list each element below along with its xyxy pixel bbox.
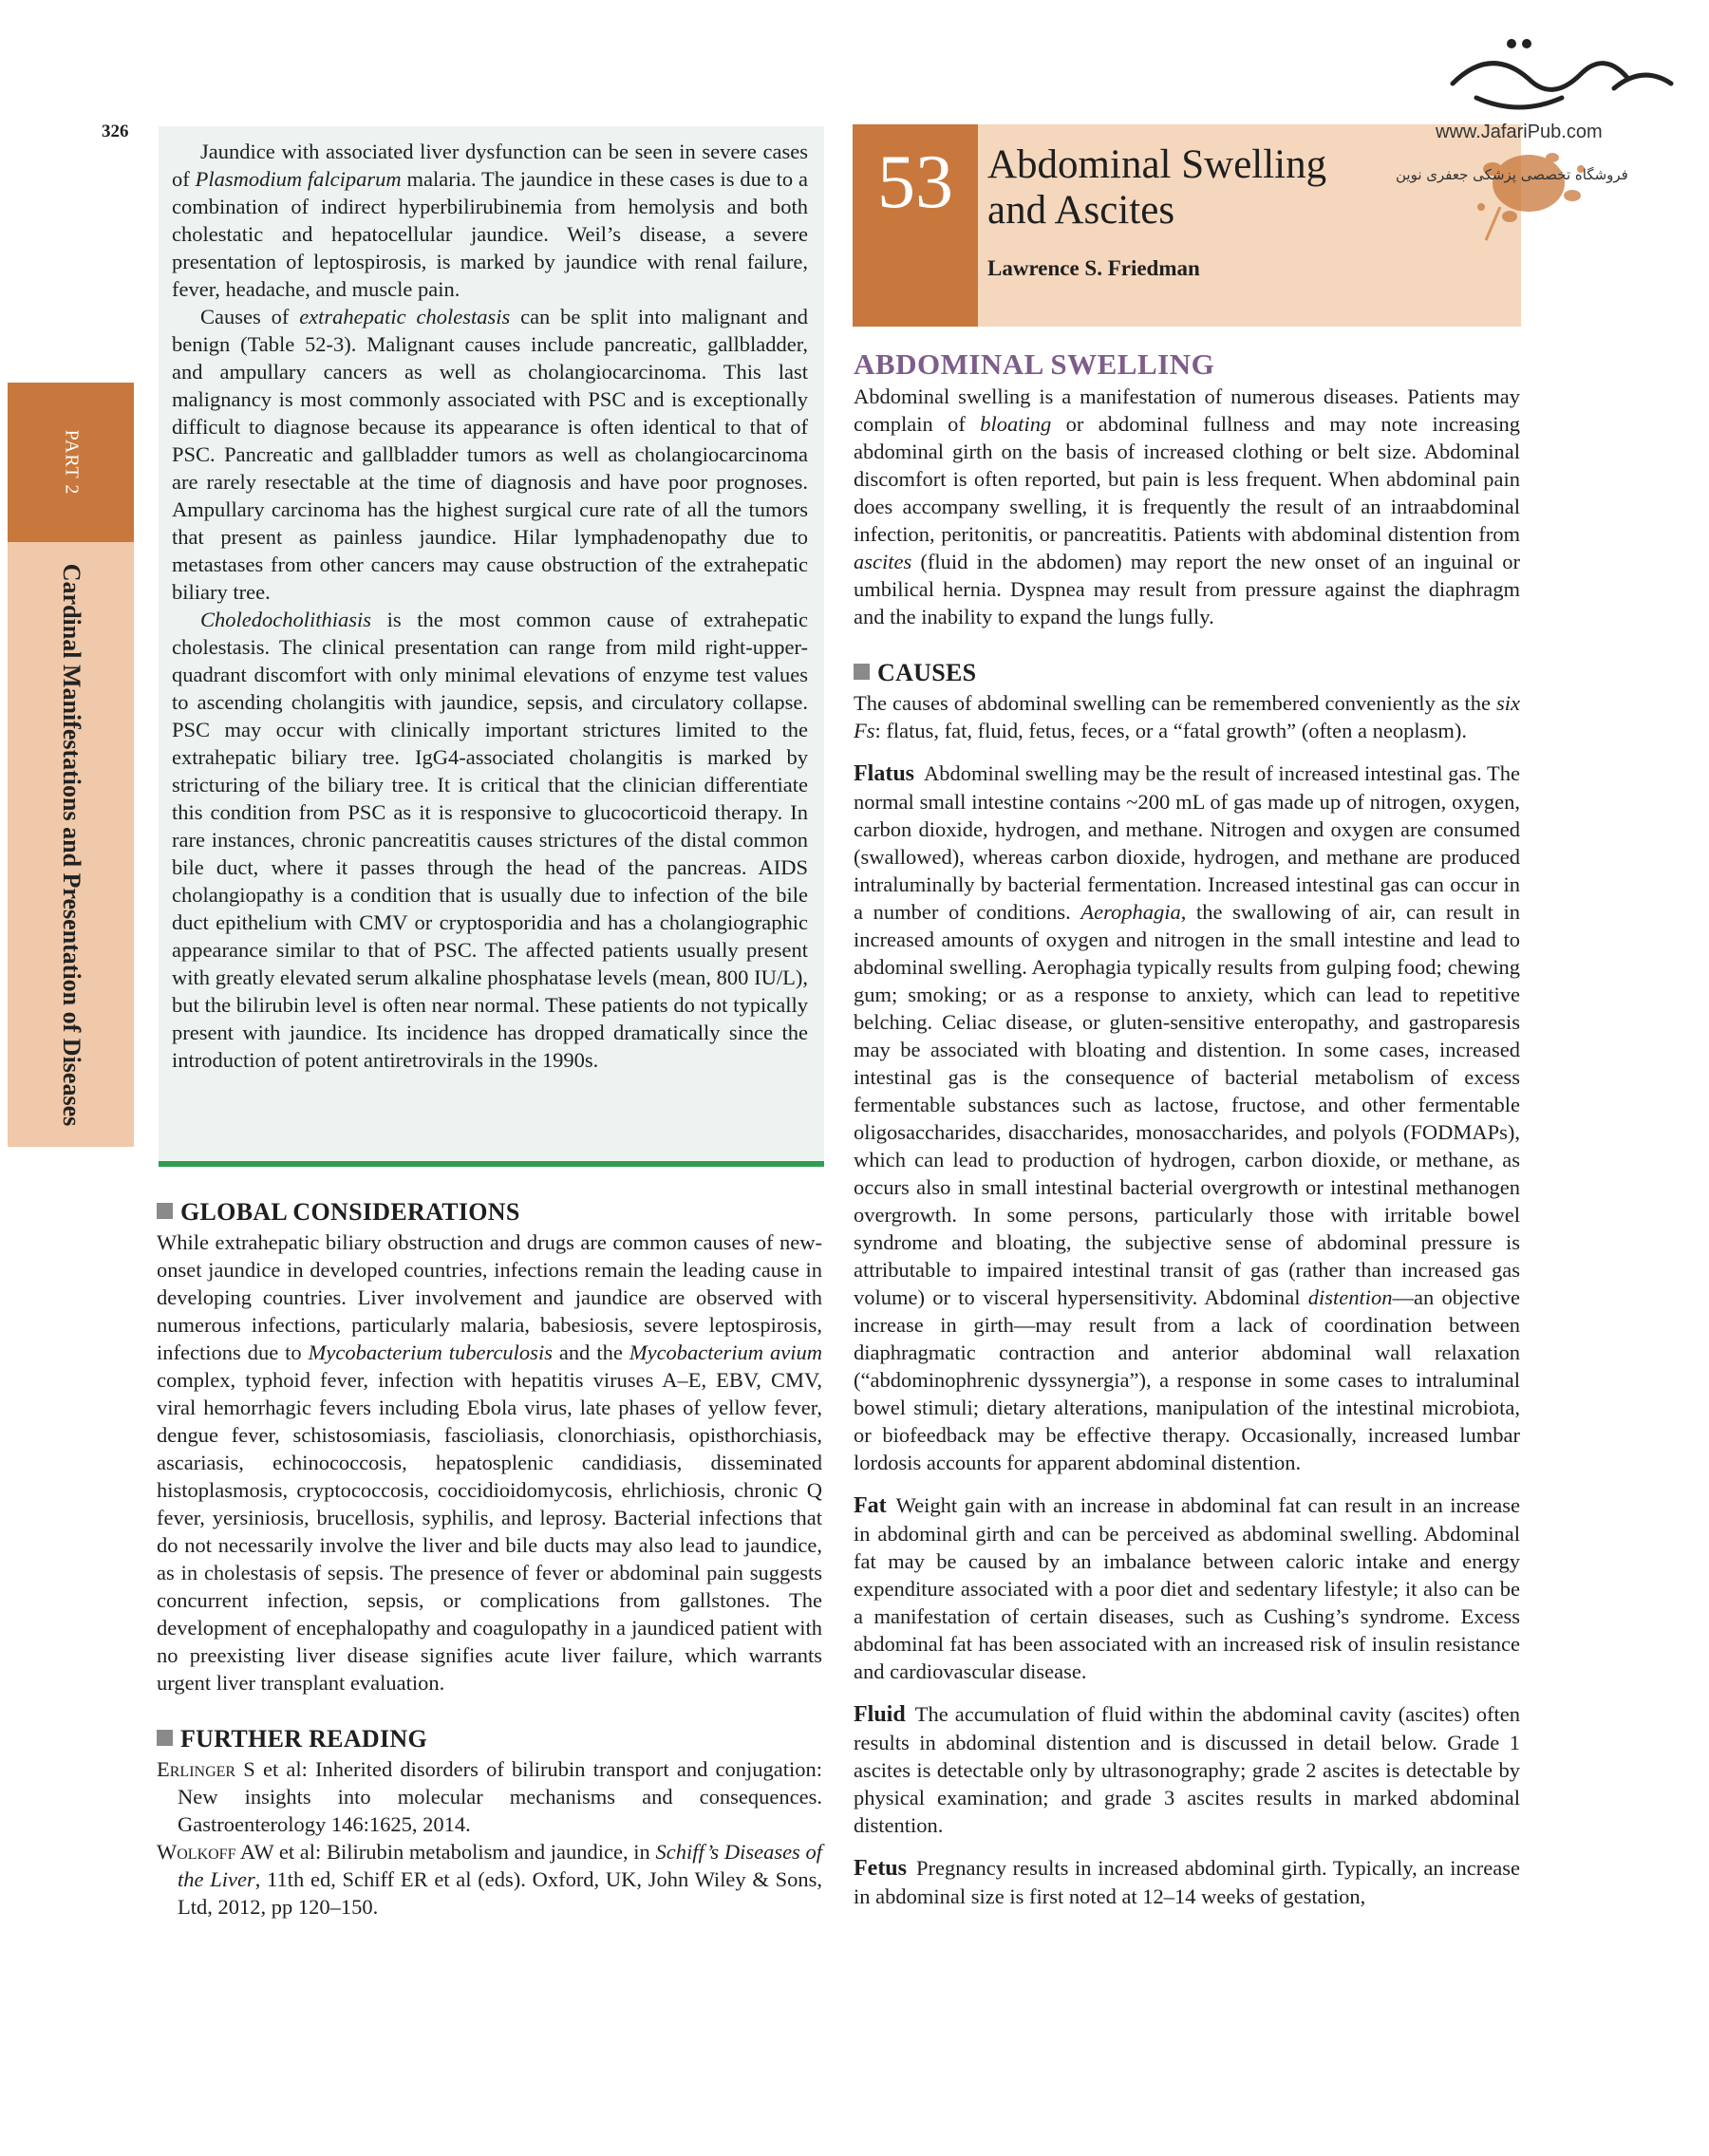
box-paragraph: Causes of extrahepatic cholestasis can be split into malignant and benign (Table 52-3). Malignant causes include pancreatic, gallbladder, and ampullary cancers as well as cholangiocarcinoma. This last malignancy is most commonly associated with PSC and is exceptionally difficult to diagnose because its appearance is often identical to that of PSC. Pancreatic and gallbladder tumors as well as cholangiocarcinoma are rarely resectable at the time of diagnosis and have poor prognoses. Ampullary carcinoma has the highest surgical cure rate of all the tumors that present as painless jaundice. Hilar lymphadenopathy due to metastases from other cancers may cause obstruction of the extrahepatic biliary tree. (172, 305, 808, 604)
chapter-number: 53 (877, 141, 953, 224)
page-number: 326 (102, 122, 129, 141)
side-tab-title (8, 542, 134, 1147)
causes-heading: CAUSES (854, 659, 1520, 687)
flatus-heading: Flatus (854, 761, 915, 786)
fat-paragraph: Fat Weight gain with an increase in abdominal fat can result in an increase in abdominal girth and can be perceived as abdominal swelling. Abdominal fat may be caused by an imbalance between caloric intake and energy expenditure associated with a poor diet and sedentary lifestyle; it also can be a manifestation of certain diseases, such as Cushing’s syndrome. Excess abdominal fat has been associated with an increased risk of insulin resistance and cardiovascular disease. (854, 1493, 1520, 1683)
global-considerations-text: While extrahepatic biliary obstruction and drugs are common causes of new-onset jaundice in developed countries, infections remain the leading cause in developing countries. Liver involvement and jaundice are observed with numerous infections, particularly malaria, babesiosis, severe leptospirosis, infections due to Mycobacterium tuberculosis and the Mycobacterium avium complex, typhoid fever, infection with hepatitis viruses A–E, EBV, CMV, viral hemorrhagic fevers including Ebola virus, late phases of yellow fever, dengue fever, schistosomiasis, fascioliasis, clonorchiasis, opisthorchiasis, ascariasis, echinococcosis, hepatosplenic candidiasis, disseminated histoplasmosis, cryptococcosis, coccidioidomycosis, ehrlichiosis, chronic Q fever, yersiniosis, brucellosis, syphilis, and leprosy. Bacterial infections that do not necessarily involve the liver and bile ducts may also lead to jaundice, as in cholestasis of sepsis. The presence of fever or abdominal pain suggests concurrent infection, sepsis, or complications from gallstones. The development of encephalopathy and coagulopathy in a jaundiced patient with no preexisting liver disease signifies acute liver failure, which warrants urgent liver transplant evaluation. (157, 1230, 822, 1695)
fetus-heading: Fetus (854, 1856, 907, 1881)
heading-square-icon (854, 664, 870, 680)
side-tab-part (8, 383, 134, 542)
box-paragraph: Jaundice with associated liver dysfunction can be seen in severe cases of Plasmodium falciparum malaria. The jaundice in these cases is due to a combination of indirect hyperbilirubinemia from hemolysis and both cholestatic and hepatocellular jaundice. Weil’s disease, a severe presentation of leptospirosis, is marked by jaundice with renal failure, fever, headache, and muscle pain. (172, 140, 808, 301)
intro-paragraph: Abdominal swelling is a manifestation of numerous diseases. Patients may complain of bloating or abdominal fullness and may note increasing abdominal girth on the basis of increased clothing or belt size. Abdominal discomfort is often reported, but pain is less frequent. When abdominal pain does accompany swelling, it is frequently the result of an intraabdominal infection, peritonitis, or pancreatitis. Patients with abdominal distention from ascites (fluid in the abdomen) may report the new onset of an inguinal or umbilical hernia. Dyspnea may result from pressure against the diaphragm and the inability to expand the lungs fully. (854, 384, 1520, 628)
heading-square-icon (157, 1730, 173, 1746)
fetus-paragraph: Fetus Pregnancy results in increased abdominal girth. Typically, an increase in abdominal size is first noted at 12–14 weeks of gestation, (854, 1856, 1520, 1908)
publisher-watermark-logo (1386, 27, 1700, 273)
box-paragraph: Choledocholithiasis is the most common cause of extrahepatic cholestasis. The clinical presentation can range from mild right-upper-quadrant discomfort with only minimal elevations of enzyme test values to ascending cholangitis with jaundice, sepsis, and circulatory collapse. PSC may occur with clinically important strictures limited to the extrahepatic biliary tree. IgG4-associated cholangitis is marked by stricturing of the biliary tree. It is critical that the clinician differentiate this condition from PSC as it is responsive to glucocorticoid therapy. In rare instances, chronic pancreatitis causes strictures of the distal common bile duct, where it passes through the head of the pancreas. AIDS cholangiopathy is a condition that is usually due to infection of the bile duct epithelium with CMV or cryptosporidia and has a cholangiographic appearance similar to that of PSC. The affected patients usually present with greatly elevated serum alkaline phosphatase levels (mean, 800 IU/L), but the bilirubin level is often near normal. These patients do not typically present with jaundice. Its incidence has dropped dramatically since the introduction of potent antiretrovirals in the 1990s. (172, 608, 808, 1072)
fluid-heading: Fluid (854, 1702, 906, 1727)
abdominal-swelling-heading: ABDOMINAL SWELLING (854, 347, 1215, 381)
part-label: PART 2 (61, 429, 82, 496)
left-continuation-box (159, 126, 824, 1167)
heading-square-icon (157, 1203, 173, 1219)
chapter-title: Abdominal Swelling and Ascites (987, 142, 1327, 233)
chapter-author: Lawrence S. Friedman (987, 256, 1200, 280)
reference-item: Erlinger S et al: Inherited disorders of bilirubin transport and conjugation: New insights into molecular mechanisms and consequences. Gastroenterology 146:1625, 2014. (157, 1757, 822, 1836)
fat-heading: Fat (854, 1493, 887, 1518)
right-column (854, 347, 1520, 1910)
further-reading-heading: FURTHER READING (157, 1725, 822, 1753)
flatus-paragraph: Flatus Abdominal swelling may be the result of increased intestinal gas. The normal small intestine contains ~200 mL of gas made up of nitrogen, oxygen, carbon dioxide, hydrogen, and methane. Nitrogen and oxygen are consumed (swallowed), whereas carbon dioxide, hydrogen, and methane are produced intraluminally by bacterial fermentation. Increased intestinal gas can occur in a number of conditions. Aerophagia, the swallowing of air, can result in increased amounts of oxygen and nitrogen in the small intestine and lead to abdominal swelling. Aerophagia typically results from gulping food; chewing gum; smoking; or as a response to anxiety, which can lead to repetitive belching. Celiac disease, or gluten-sensitive enteropathy, and gastroparesis may be associated with bloating and distention. In some cases, increased intestinal gas is the consequence of bacterial metabolism of excess fermentable substances such as lactose, fructose, and other fermentable oligosaccharides, disaccharides, monosaccharides, and polyols (FODMAPs), which can lead to production of hydrogen, carbon dioxide, or methane, as occurs also in small intestinal bacterial overgrowth or intestinal methanogen overgrowth. In some persons, particularly those with irritable bowel syndrome and bloating, the subjective sense of abdominal pressure is attributable to impaired intestinal transit of gas (rather than increased gas volume) or to visceral hypersensitivity. Abdominal distention—an objective increase in girth—may result from a lack of coordination between diaphragmatic contraction and anterior abdominal wall relaxation (“abdominophrenic dyssynergia”), a response in some cases to intraluminal bowel stimuli; dietary alterations, manipulation of the intestinal microbiota, or biofeedback may be effective therapy. Occasionally, increased lumbar lordosis accounts for apparent abdominal distention. (854, 761, 1520, 1474)
watermark-url: www.JafariPub.com (1436, 122, 1603, 142)
left-column (157, 1198, 822, 1921)
part-title: Cardinal Manifestations and Presentation of Diseases (57, 563, 85, 1126)
fluid-paragraph: Fluid The accumulation of fluid within the abdominal cavity (ascites) often results in abdominal distention and is discussed in detail below. Grade 1 ascites is detectable only by ultrasonography; grade 2 ascites is detectable by physical examination; and grade 3 ascites results in marked abdominal distention. (854, 1702, 1520, 1837)
watermark-text: فروشگاه تخصصی پزشکی جعفری نوین (1396, 166, 1628, 183)
reference-item: Wolkoff AW et al: Bilirubin metabolism and jaundice, in Schiff’s Diseases of the Liver, 11th ed, Schiff ER et al (eds). Oxford, UK, John Wiley & Sons, Ltd, 2012, pp 120–150. (157, 1840, 823, 1919)
global-considerations-heading: GLOBAL CONSIDERATIONS (157, 1198, 822, 1227)
causes-paragraph: The causes of abdominal swelling can be remembered conveniently as the six Fs: flatus, fat, fluid, fetus, feces, or a “fatal growth” (often a neoplasm). (854, 691, 1520, 742)
